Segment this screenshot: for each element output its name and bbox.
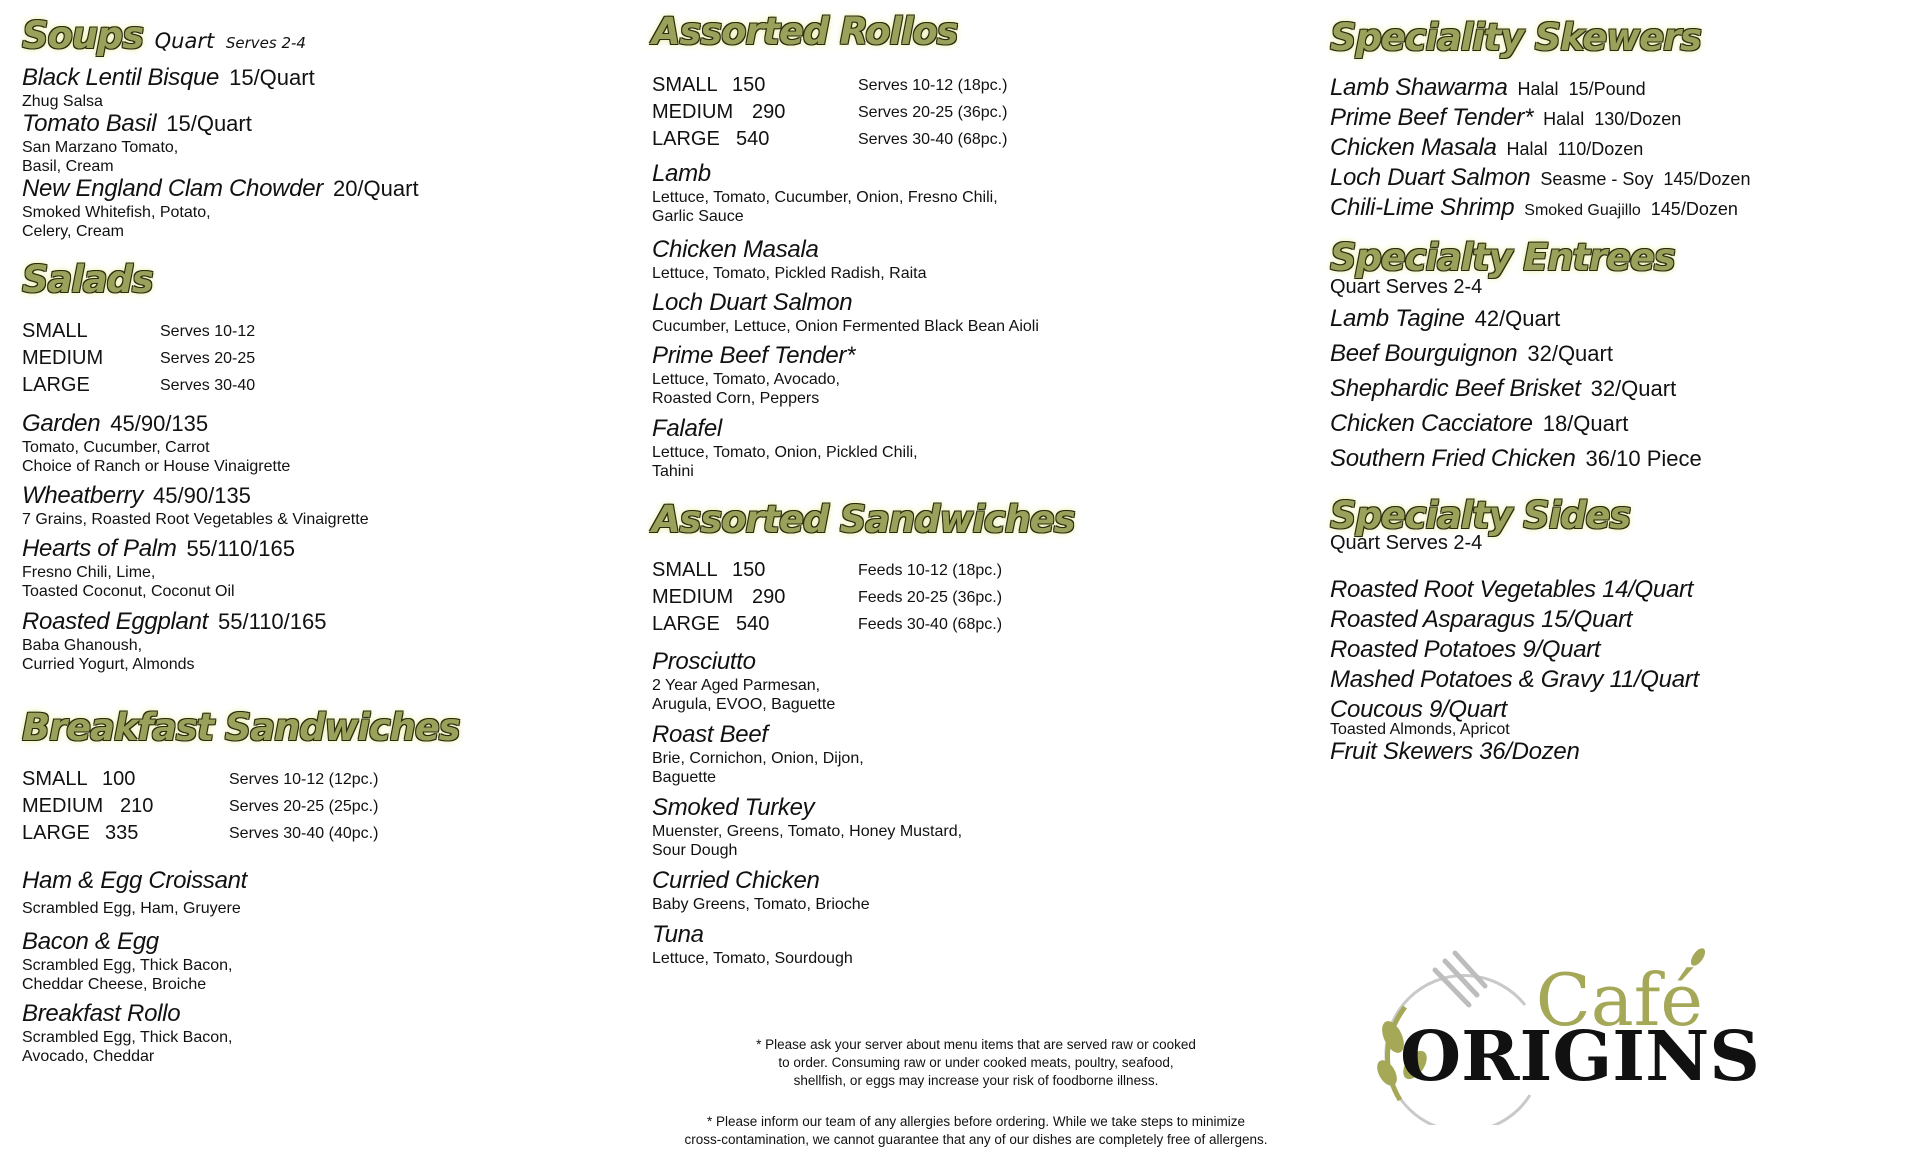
menu-item: Wheatberry 45/90/135 7 Grains, Roasted Root Vegetables & Vinaigrette xyxy=(22,482,369,528)
rollos-tier-large: LARGE 540 Serves 30-40 (68pc.) xyxy=(652,128,1008,150)
menu-item: Roasted Root Vegetables 14/Quart xyxy=(1330,576,1694,603)
sides-heading: Specialty Sides xyxy=(1330,494,1631,537)
menu-item: Shephardic Beef Brisket 32/Quart xyxy=(1330,375,1677,402)
menu-item: Falafel Lettuce, Tomato, Onion, Pickled Chili, Tahini xyxy=(652,415,918,480)
fork-icon xyxy=(1435,953,1485,1005)
menu-item: Fruit Skewers 36/Dozen xyxy=(1330,738,1580,765)
menu-item: Ham & Egg Croissant Scrambled Egg, Ham, Gruyere xyxy=(22,867,248,917)
breakfast-tier-small: SMALL 100 Serves 10-12 (12pc.) xyxy=(22,768,379,790)
menu-item: Prosciutto 2 Year Aged Parmesan, Arugula, EVOO, Baguette xyxy=(652,648,836,713)
sandwiches-heading: Assorted Sandwiches xyxy=(652,498,1075,541)
menu-item: Mashed Potatoes & Gravy 11/Quart xyxy=(1330,666,1699,693)
menu-item: Prime Beef Tender* Halal 130/Dozen xyxy=(1330,104,1682,131)
menu-item: Coucous 9/Quart Toasted Almonds, Apricot xyxy=(1330,696,1510,738)
entrees-heading: Specialty Entrees xyxy=(1330,236,1675,279)
menu-item: Tuna Lettuce, Tomato, Sourdough xyxy=(652,921,853,967)
sides-note: Quart Serves 2-4 xyxy=(1330,532,1483,554)
menu-item: Roasted Asparagus 15/Quart xyxy=(1330,606,1633,633)
menu-item: Roast Beef Brie, Cornichon, Onion, Dijon, Baguette xyxy=(652,721,864,786)
menu-item: Roasted Eggplant 55/110/165 Baba Ghanoush, Curried Yogurt, Almonds xyxy=(22,608,327,673)
logo-word-origins: ORIGINS xyxy=(1400,1017,1760,1097)
menu-item: Beef Bourguignon 32/Quart xyxy=(1330,340,1613,367)
menu-item: Black Lentil Bisque 15/Quart Zhug Salsa xyxy=(22,64,315,110)
menu-item: Curried Chicken Baby Greens, Tomato, Brioche xyxy=(652,867,870,913)
leaf-icon xyxy=(1373,1057,1401,1089)
raw-food-disclaimer: * Please ask your server about menu items that are served raw or cooked to order. Consuming raw or under cooked meats, poultry, seafood, shellfish, or eggs may increase your risk of foodborne illness. xyxy=(756,1037,1196,1088)
soups-heading: Soups Quart Serves 2-4 xyxy=(22,14,306,57)
menu-item: Lamb Lettuce, Tomato, Cucumber, Onion, Fresno Chili, Garlic Sauce xyxy=(652,160,998,225)
soups-subtitle: Quart xyxy=(154,29,215,53)
breakfast-tier-medium: MEDIUM 210 Serves 20-25 (25pc.) xyxy=(22,795,379,817)
logo-word-cafe: Café xyxy=(1535,958,1703,1042)
menu-item: Hearts of Palm 55/110/165 Fresno Chili, Lime, Toasted Coconut, Coconut Oil xyxy=(22,535,296,600)
menu-item: Tomato Basil 15/Quart San Marzano Tomato, Basil, Cream xyxy=(22,110,252,175)
breakfast-tier-large: LARGE 335 Serves 30-40 (40pc.) xyxy=(22,822,379,844)
menu-item: Chili-Lime Shrimp Smoked Guajillo 145/Dozen xyxy=(1330,194,1738,221)
menu-item: Prime Beef Tender* Lettuce, Tomato, Avocado, Roasted Corn, Peppers xyxy=(652,342,856,407)
rollos-heading: Assorted Rollos xyxy=(652,10,958,53)
menu-item: Loch Duart Salmon Cucumber, Lettuce, Onion Fermented Black Bean Aioli xyxy=(652,289,1039,335)
allergy-disclaimer: * Please inform our team of any allergies before ordering. While we take steps to minimize cross-contamination, we cannot guarantee that any of our dishes are completely free of allergens. xyxy=(684,1114,1268,1147)
salads-tier-large: LARGE Serves 30-40 xyxy=(22,374,256,396)
menu-item: Lamb Tagine 42/Quart xyxy=(1330,305,1561,332)
sandwiches-tier-medium: MEDIUM 290 Feeds 20-25 (36pc.) xyxy=(652,586,1003,608)
menu-item: Garden 45/90/135 Tomato, Cucumber, Carrot Choice of Ranch or House Vinaigrette xyxy=(22,410,291,475)
salads-tier-medium: MEDIUM Serves 20-25 xyxy=(22,347,256,369)
logo-graphic xyxy=(1365,945,1785,1125)
cafe-origins-logo xyxy=(1365,945,1785,1125)
rollos-tier-small: SMALL 150 Serves 10-12 (18pc.) xyxy=(652,74,1008,96)
entrees-note: Quart Serves 2-4 xyxy=(1330,276,1483,298)
breakfast-heading: Breakfast Sandwiches xyxy=(22,706,460,749)
rollos-tier-medium: MEDIUM 290 Serves 20-25 (36pc.) xyxy=(652,101,1008,123)
soups-serves: Serves 2-4 xyxy=(225,34,306,52)
menu-item: Lamb Shawarma Halal 15/Pound xyxy=(1330,74,1646,101)
menu-item: New England Clam Chowder 20/Quart Smoked Whitefish, Potato, Celery, Cream xyxy=(22,175,419,240)
menu-item: Chicken Cacciatore 18/Quart xyxy=(1330,410,1629,437)
menu-item: Chicken Masala Lettuce, Tomato, Pickled Radish, Raita xyxy=(652,236,927,282)
menu-item: Chicken Masala Halal 110/Dozen xyxy=(1330,134,1644,161)
skewers-heading: Speciality Skewers xyxy=(1330,16,1701,59)
menu-item: Smoked Turkey Muenster, Greens, Tomato, Honey Mustard, Sour Dough xyxy=(652,794,963,859)
salads-tier-small: SMALL Serves 10-12 xyxy=(22,320,256,342)
sandwiches-tier-small: SMALL 150 Feeds 10-12 (18pc.) xyxy=(652,559,1003,581)
menu-item: Breakfast Rollo Scrambled Egg, Thick Bacon, Avocado, Cheddar xyxy=(22,1000,233,1065)
menu-item: Southern Fried Chicken 36/10 Piece xyxy=(1330,445,1702,472)
menu-item: Roasted Potatoes 9/Quart xyxy=(1330,636,1601,663)
salads-heading: Salads xyxy=(22,258,153,301)
menu-item: Bacon & Egg Scrambled Egg, Thick Bacon, Cheddar Cheese, Broiche xyxy=(22,928,233,993)
sandwiches-tier-large: LARGE 540 Feeds 30-40 (68pc.) xyxy=(652,613,1003,635)
menu-item: Loch Duart Salmon Seasme - Soy 145/Dozen xyxy=(1330,164,1751,191)
